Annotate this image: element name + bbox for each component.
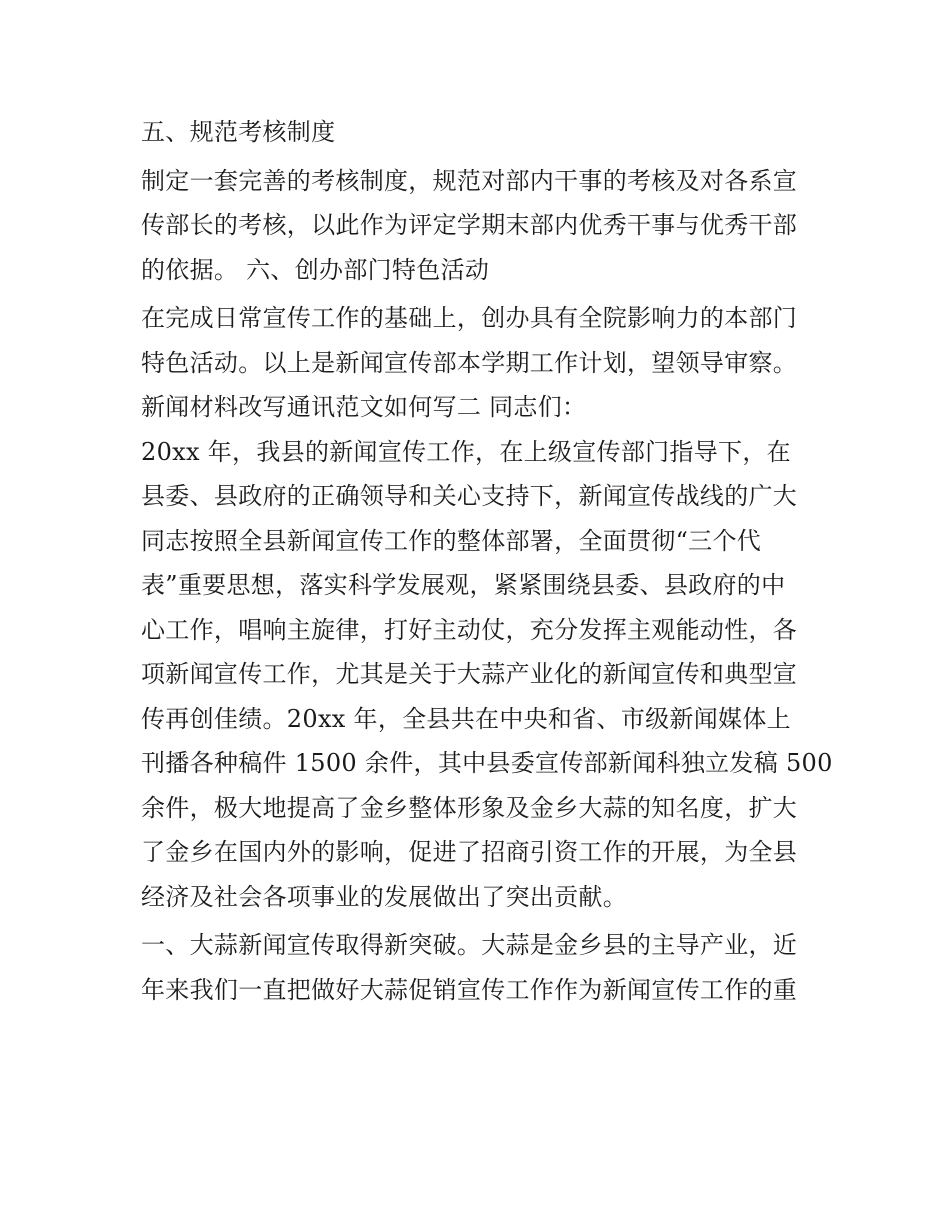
- paragraph-line: 经济及社会各项事业的发展做出了突出贡献。: [141, 882, 627, 911]
- paragraph-line: 了金乡在国内外的影响，促进了招商引资工作的开展，为全县: [141, 838, 798, 866]
- paragraph-line: 传部长的考核，以此作为评定学期末部内优秀干事与优秀干部: [141, 211, 798, 239]
- paragraph-line: 县委、县政府的正确领导和关心支持下，新闻宣传战线的广大: [141, 482, 798, 510]
- paragraph-line: 在完成日常宣传工作的基础上，创办具有全院影响力的本部门: [141, 304, 798, 332]
- paragraph-line: 新闻材料改写通讯范文如何写二 同志们：: [141, 393, 587, 421]
- paragraph-line: 年来我们一直把做好大蒜促销宣传工作作为新闻宣传工作的重: [141, 975, 798, 1004]
- paragraph-line: 制定一套完善的考核制度，规范对部内干事的考核及对各系宣: [141, 166, 798, 195]
- document-body: [141, 110, 833, 1012]
- paragraph-line: 特色活动。以上是新闻宣传部本学期工作计划，望领导审察。: [141, 348, 798, 377]
- paragraph-line: 同志按照全县新闻宣传工作的整体部署，全面贯彻“三个代: [141, 526, 762, 555]
- paragraph-line: 的依据。 六、创办部门特色活动: [141, 255, 490, 284]
- paragraph-line: 20xx 年，我县的新闻宣传工作，在上级宣传部门指导下，在: [141, 437, 791, 466]
- paragraph-line: 传再创佳绩。20xx 年，全县共在中央和省、市级新闻媒体上: [141, 704, 791, 733]
- section-heading: 五、规范考核制度: [141, 118, 336, 146]
- paragraph-line: 余件，极大地提高了金乡整体形象及金乡大蒜的知名度，扩大: [141, 793, 798, 822]
- paragraph-line: 一、大蒜新闻宣传取得新突破。大蒜是金乡县的主导产业，近: [141, 931, 798, 959]
- paragraph-line: 表”重要思想，落实科学发展观，紧紧围绕县委、县政府的中: [141, 571, 786, 599]
- paragraph-line: 项新闻宣传工作，尤其是关于大蒜产业化的新闻宣传和典型宣: [141, 660, 798, 688]
- paragraph-line: 心工作，唱响主旋律，打好主动仗，充分发挥主观能动性，各: [141, 615, 798, 644]
- paragraph-line: 刊播各种稿件 1500 余件，其中县委宣传部新闻科独立发稿 500: [141, 749, 833, 777]
